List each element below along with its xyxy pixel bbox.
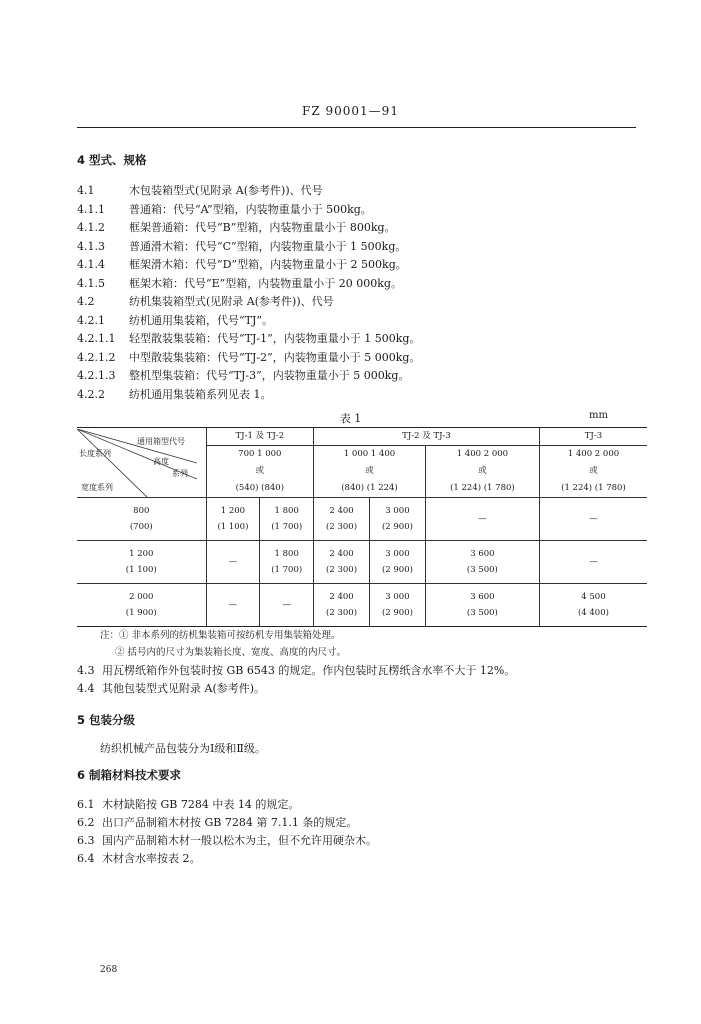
outer-size: 1 200: [129, 549, 154, 559]
table-cell: [539, 584, 647, 627]
inner-size: (4 400): [577, 608, 609, 618]
table-1: [77, 427, 647, 627]
width-series-cell: [77, 541, 206, 584]
clause-number: 4.2.2: [77, 387, 105, 401]
size-header: 1 400 2 000 或 (1 224) (1 780): [425, 446, 539, 498]
table-cell: —: [425, 498, 539, 541]
clause-text: 框架木箱：代号“E”型箱，内装物重量小于 20 000kg。: [129, 276, 402, 290]
table-unit: mm: [589, 410, 608, 421]
clause-number: 4.3: [77, 664, 95, 677]
size-header: 700 1 000 或 (540) (840): [206, 446, 314, 498]
section-4-line: [77, 349, 420, 365]
outer-size: 1 200: [220, 506, 246, 516]
inner-size: (2 300): [326, 608, 358, 618]
clause-number: 4.1.5: [77, 276, 105, 290]
table-cell: [369, 541, 425, 584]
clause-number: 4.2: [77, 295, 95, 308]
after-table-line: [77, 680, 265, 696]
outer-size: 3 000: [385, 549, 410, 559]
inner-size: (3 500): [466, 608, 498, 618]
clause-number: 4.2.1.1: [77, 332, 116, 345]
outer-size: 800: [133, 506, 150, 516]
table-cell: [314, 498, 370, 541]
clause-text: 木包装箱型式(见附录 A(参考件))、代号: [129, 184, 323, 197]
section-4-line: [77, 275, 402, 291]
section-6-line: [77, 814, 357, 830]
clause-text: 普通滑木箱：代号“C”型箱，内装物重量小于 1 500kg。: [129, 239, 407, 253]
section-4-line: [77, 219, 396, 235]
inner-size: (2 900): [381, 565, 413, 575]
outer-size: 4 500: [581, 592, 606, 602]
inner-size: (1 900): [125, 608, 157, 618]
clause-text: 中型散装集装箱：代号“TJ-2”，内装物重量小于 5 000kg。: [129, 350, 421, 364]
clause-text: 纺机通用集装箱系列见表 1。: [129, 387, 272, 401]
table-cell: [369, 498, 425, 541]
table-cell: [369, 584, 425, 627]
section-6-line: [77, 850, 201, 866]
table-cell: —: [206, 541, 260, 584]
outer-size: 2 000: [129, 592, 154, 602]
section-4-line: [77, 386, 272, 402]
clause-number: 4.2.1.2: [77, 350, 116, 364]
table-row: [77, 584, 647, 627]
table-cell: —: [260, 584, 314, 627]
inner-size: (1 700): [271, 565, 303, 575]
table-row: [77, 498, 647, 541]
section-4-line: [77, 256, 407, 272]
outer-size: 2 400: [329, 592, 354, 602]
section-4-line: [77, 182, 323, 198]
clause-number: 4.1.3: [77, 239, 105, 253]
clause-number: 4.1.1: [77, 202, 105, 216]
table-cell: [260, 541, 314, 584]
clause-text: 普通箱：代号“A”型箱，内装物重量小于 500kg。: [129, 202, 372, 216]
table-cell: —: [206, 584, 260, 627]
table-cell: [260, 498, 314, 541]
section-6-line: [77, 796, 299, 812]
table-note-2: ② 括号内的尺寸为集装箱长度、宽度、高度的内尺寸。: [115, 647, 347, 658]
outer-size: 3 000: [385, 506, 410, 516]
section-6-line: [77, 832, 377, 848]
clause-text: 整机型集装箱：代号“TJ-3”，内装物重量小于 5 000kg。: [129, 369, 410, 382]
width-series-cell: [77, 584, 206, 627]
inner-size: (1 700): [271, 522, 303, 532]
clause-number: 4.2.1: [77, 313, 105, 327]
diag-label-height: 高度: [153, 456, 169, 466]
inner-size: (1 100): [125, 565, 157, 575]
clause-text: 其他包装型式见附录 A(参考件)。: [102, 682, 266, 695]
table-caption: 表 1: [339, 412, 362, 425]
clause-text: 框架滑木箱：代号“D”型箱，内装物重量小于 2 500kg。: [129, 258, 407, 271]
clause-text: 木材含水率按表 2。: [102, 852, 201, 865]
clause-number: 6.3: [77, 834, 95, 847]
table-cell: [314, 541, 370, 584]
inner-size: (3 500): [466, 565, 498, 575]
clause-number: 6.1: [77, 798, 95, 811]
clause-number: 4.1: [77, 184, 95, 197]
section-4-line: [77, 201, 372, 217]
outer-size: 2 400: [329, 549, 354, 559]
outer-size: 3 000: [385, 592, 410, 602]
size-header: 1 000 1 400 或 (840) (1 224): [314, 446, 426, 498]
width-series-cell: [77, 498, 206, 541]
clause-text: 纺机通用集装箱，代号“TJ”。: [129, 313, 273, 327]
outer-size: 2 400: [329, 506, 354, 516]
table-row: [77, 541, 647, 584]
outer-size: 3 600: [470, 549, 495, 559]
table-cell: —: [539, 498, 647, 541]
clause-text: 纺机集装箱型式(见附录 A(参考件))、代号: [129, 295, 334, 308]
section-4-line: [77, 238, 406, 254]
diagonal-header-cell: [77, 428, 206, 498]
clause-number: 6.4: [77, 852, 95, 865]
table-note-1: 注：① 非本系列的纺机集装箱可按纺机专用集装箱处理。: [100, 630, 341, 641]
header-rule: [77, 127, 636, 128]
table-cell: [425, 584, 539, 627]
clause-number: 4.1.2: [77, 221, 105, 234]
section-6-title: 6 制箱材料技术要求: [77, 768, 182, 782]
clause-number: 4.1.4: [77, 258, 105, 271]
clause-number: 4.2.1.3: [77, 369, 116, 382]
clause-number: 4.4: [77, 682, 95, 695]
inner-size: (2 300): [326, 522, 358, 532]
group-header: TJ-1 及 TJ-2: [206, 428, 314, 446]
group-header: TJ-2 及 TJ-3: [314, 428, 540, 446]
table-cell: [314, 584, 370, 627]
inner-size: (1 100): [217, 522, 249, 532]
clause-text: 木材缺陷按 GB 7284 中表 14 的规定。: [102, 798, 300, 811]
clause-text: 轻型散装集装箱：代号“TJ-1”，内装物重量小于 1 500kg。: [129, 332, 421, 345]
outer-size: 3 600: [470, 592, 495, 602]
section-4-line: [77, 293, 334, 309]
diag-label-series: 系列: [172, 468, 188, 478]
table-cell: —: [539, 541, 647, 584]
section-4-line: [77, 330, 420, 346]
section-4-line: [77, 312, 273, 328]
table-cell: [206, 498, 260, 541]
outer-size: 1 800: [274, 506, 299, 516]
group-header: TJ-3: [539, 428, 647, 446]
section-4-line: [77, 367, 409, 383]
inner-size: (700): [129, 522, 153, 532]
inner-size: (2 900): [381, 608, 413, 618]
outer-size: 1 800: [274, 549, 299, 559]
diag-label-code: 通用箱型代号: [137, 436, 185, 446]
table-cell: [425, 541, 539, 584]
section-4-title: 4 型式、规格: [77, 153, 147, 167]
after-table-line: [77, 662, 515, 678]
clause-text: 出口产品制箱木材按 GB 7284 第 7.1.1 条的规定。: [102, 816, 358, 829]
clause-number: 6.2: [77, 816, 95, 829]
page-number: 268: [100, 965, 118, 975]
inner-size: (2 900): [381, 522, 413, 532]
diag-label-width: 宽度系列: [81, 482, 113, 492]
inner-size: (2 300): [326, 565, 358, 575]
page-header: FZ 90001—91: [302, 104, 399, 118]
clause-text: 用瓦楞纸箱作外包装时按 GB 6543 的规定。作内包装时瓦楞纸含水率不大于 12%。: [102, 664, 516, 677]
size-header: 1 400 2 000 或 (1 224) (1 780): [539, 446, 647, 498]
section-5-title: 5 包装分级: [77, 713, 136, 727]
clause-text: 国内产品制箱木材一般以松木为主，但不允许用硬杂木。: [102, 834, 377, 847]
diag-label-length: 长度系列: [79, 448, 111, 458]
clause-text: 框架普通箱：代号“B”型箱，内装物重量小于 800kg。: [129, 221, 396, 234]
section-5-text: 纺织机械产品包装分为Ⅰ级和Ⅱ级。: [100, 742, 266, 755]
